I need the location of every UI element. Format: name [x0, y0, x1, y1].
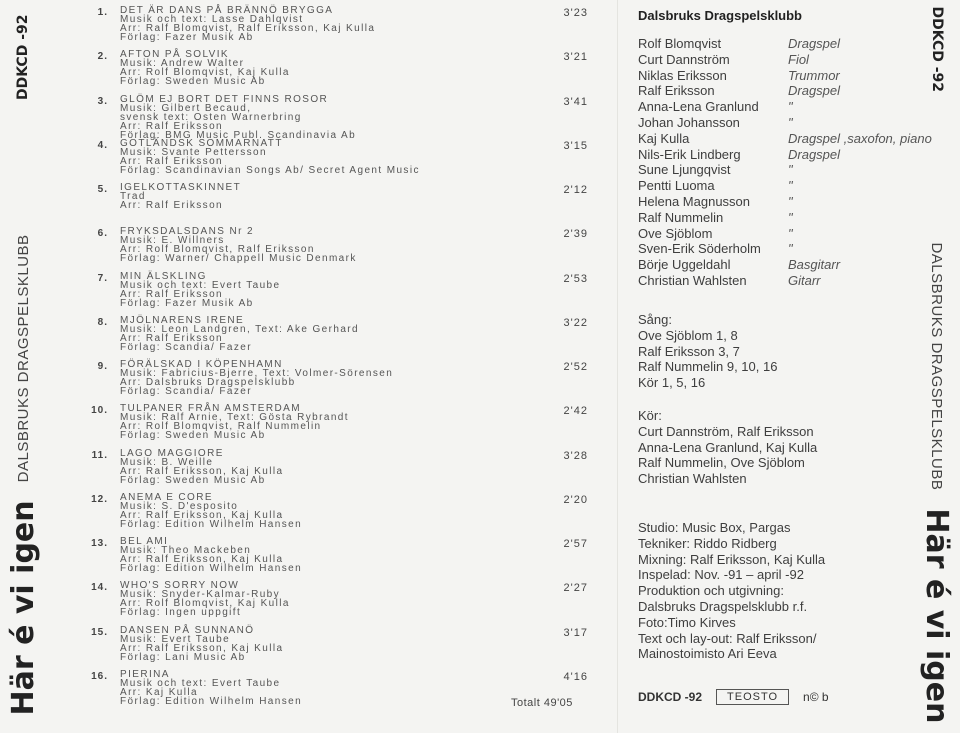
track-number: 14.: [91, 582, 108, 594]
track-row: [86, 626, 596, 670]
member-instrument: ": [788, 225, 793, 241]
track-title: MIN ÄLSKLING: [120, 270, 207, 282]
track-credit-line: Musik och text: Evert Taube: [120, 677, 281, 689]
track-credit-line: Arr: Ralf Eriksson: [120, 200, 223, 211]
track-duration: 2'53: [563, 272, 588, 285]
member-name: Pentti Luoma: [638, 178, 715, 194]
member-row: [638, 36, 914, 52]
track-credit-line: Arr: Ralf Eriksson: [120, 155, 223, 167]
track-number: 12.: [91, 493, 108, 505]
track-credit-line: Förlag: Sweden Music Ab: [120, 76, 266, 88]
track-credit-line: Musik: Theo Mackeben: [120, 545, 252, 556]
track-duration: 2'57: [563, 538, 588, 550]
track-title: MJÖLNARENS IRENE: [120, 314, 245, 326]
track-credit-line: Förlag: Edition Wilhelm Hansen: [120, 695, 303, 707]
song-line: Sång:: [638, 312, 672, 327]
track-credit-line: Arr: Ralf Eriksson, Kaj Kulla: [120, 642, 284, 654]
track-details: [120, 626, 283, 662]
footer: [638, 689, 829, 705]
spine-catalog-code: DDKCD -92: [15, 14, 31, 100]
track-title: FÖRÄLSKAD I KÖPENHAMN: [120, 359, 283, 370]
member-instrument: Gitarr: [788, 272, 821, 288]
song-line: Kör 1, 5, 16: [638, 375, 706, 391]
track-number: 4.: [97, 139, 108, 151]
track-details: [120, 493, 302, 529]
member-instrument: Fiol: [788, 51, 809, 67]
track-number: 8.: [97, 316, 108, 328]
track-row: [86, 183, 596, 227]
track-row: [86, 227, 596, 271]
track-credit-line: svensk text: Osten Warnerbring: [120, 111, 302, 123]
track-number: 10.: [91, 405, 108, 417]
track-details: [120, 537, 302, 573]
track-credit-line: Arr: Ralf Eriksson, Kaj Kulla: [120, 554, 284, 565]
track-credit-line: Trad: [120, 191, 146, 202]
track-credit-line: Musik: Snyder-Kalmar-Ruby: [120, 589, 281, 601]
track-credit-line: Musik: S. D'esposito: [120, 500, 239, 512]
track-duration: 3'21: [563, 51, 588, 64]
track-details: [120, 95, 356, 140]
track-title: LAGO MAGGIORE: [120, 447, 224, 459]
track-number: 3.: [97, 95, 108, 107]
member-row: [638, 99, 914, 115]
track-duration: 2'39: [563, 228, 588, 241]
spine-club-name: DALSBRUKS DRAGSPELSKLUBB: [14, 233, 32, 482]
track-row: [86, 537, 596, 581]
track-credit-line: Arr: Kaj Kulla: [120, 686, 198, 698]
member-name: Helena Magnusson: [638, 193, 751, 209]
track-credit-line: Arr: Ralf Eriksson, Kaj Kulla: [120, 509, 284, 521]
credit-line: Mixning: Ralf Eriksson, Kaj Kulla: [638, 551, 826, 567]
member-row: [638, 147, 914, 163]
track-credit-line: Musik: Ralf Arnie, Text: Gösta Rybrandt: [120, 412, 349, 424]
track-duration: 3'15: [563, 139, 588, 152]
member-name: Sune Ljungqvist: [638, 162, 731, 178]
rights-marks: n© b: [803, 690, 829, 704]
track-number: 13.: [91, 538, 108, 549]
member-name: Kaj Kulla: [638, 130, 690, 146]
member-row: [638, 115, 914, 131]
credit-line: Studio: Music Box, Pargas: [638, 520, 791, 535]
member-row: [638, 162, 914, 178]
track-credit-line: Arr: Ralf Eriksson, Kaj Kulla: [120, 465, 284, 477]
member-name: Sven-Erik Söderholm: [638, 241, 761, 257]
track-number: 1.: [97, 7, 108, 18]
credit-line: Mainostoimisto Ari Eeva: [638, 646, 777, 662]
track-credit-line: Förlag: Fazer Musik Ab: [120, 297, 254, 309]
track-credit-line: Arr: Rolf Blomqvist, Kaj Kulla: [120, 67, 290, 79]
track-credit-line: Förlag: Sweden Music Ab: [120, 474, 266, 486]
spine-title: Här é vi igen: [5, 499, 41, 715]
track-credit-line: Förlag: Scandia/ Fazer: [120, 341, 252, 353]
member-row: [638, 68, 914, 84]
track-credit-line: Musik: Fabricius-Bjerre, Text: Volmer-Sörensen: [120, 368, 394, 379]
track-title: FRYKSDALSDANS Nr 2: [120, 226, 254, 238]
member-row: [638, 226, 914, 242]
track-details: [120, 360, 393, 396]
member-instrument: ": [788, 193, 793, 209]
member-instrument: ": [788, 241, 793, 257]
catalog-code: DDKCD -92: [638, 690, 703, 704]
track-credit-line: Förlag: Warner/ Chappell Music Denmark: [120, 253, 357, 265]
left-spine: [0, 0, 46, 733]
track-credit-line: Arr: Rolf Blomqvist, Ralf Eriksson: [120, 244, 315, 256]
member-instrument: ": [788, 162, 793, 178]
member-name: Ralf Eriksson: [638, 83, 715, 99]
track-number: 2.: [97, 51, 108, 63]
total-duration: Totalt 49'05: [511, 697, 573, 709]
track-credit-line: Musik: Leon Landgren, Text: Ake Gerhard: [120, 323, 359, 335]
track-details: [120, 581, 290, 617]
member-instrument: ": [788, 114, 793, 130]
track-details: [120, 183, 241, 210]
song-line: Ove Sjöblom 1, 8: [638, 327, 738, 343]
member-instrument: ": [788, 209, 793, 225]
track-credit-line: Musik och text: Evert Taube: [120, 279, 281, 291]
song-line: Ralf Nummelin 9, 10, 16: [638, 359, 778, 375]
member-name: Nils-Erik Lindberg: [638, 146, 741, 162]
member-name: Johan Johansson: [638, 114, 740, 130]
choir-line: Curt Dannström, Ralf Eriksson: [638, 423, 814, 439]
track-title: DANSEN PÅ SUNNANÖ: [120, 624, 255, 636]
member-name: Christian Wahlsten: [638, 272, 747, 288]
track-title: AFTON PÅ SOLVIK: [120, 49, 229, 61]
track-row: [86, 316, 596, 360]
track-details: [120, 50, 290, 86]
track-credit-line: Förlag: Lani Music Ab: [120, 651, 246, 663]
track-details: [120, 139, 420, 175]
member-instrument: Basgitarr: [788, 257, 841, 273]
track-row: [86, 581, 596, 625]
member-name: Ralf Nummelin: [638, 209, 724, 225]
track-row: [86, 404, 596, 448]
credit-line: Inspelad: Nov. -91 – april -92: [638, 567, 804, 583]
track-row: [86, 139, 596, 183]
credit-line: Foto:Timo Kirves: [638, 614, 736, 630]
track-row: [86, 50, 596, 94]
member-name: Börje Uggeldahl: [638, 257, 731, 273]
track-credit-line: Arr: Ralf Blomqvist, Ralf Eriksson, Kaj Kulla: [120, 23, 376, 34]
track-details: [120, 316, 359, 352]
track-duration: 2'20: [563, 493, 588, 506]
choir-line: Ralf Nummelin, Ove Sjöblom: [638, 455, 805, 471]
track-title: PIERINA: [120, 668, 170, 680]
track-credit-line: Musik: E. Willners: [120, 235, 225, 247]
choir-section: [638, 408, 817, 487]
member-instrument: ": [788, 99, 793, 115]
track-number: 11.: [91, 449, 108, 461]
track-credit-line: Förlag: Scandinavian Songs Ab/ Secret Agent Music: [120, 164, 420, 176]
spine-title: Här é vi igen: [919, 507, 955, 723]
track-credit-line: Arr: Ralf Eriksson: [120, 120, 223, 132]
track-credit-line: Förlag: Ingen uppgift: [120, 607, 242, 619]
choir-line: Christian Wahlsten: [638, 471, 747, 487]
track-duration: 2'42: [563, 405, 588, 418]
member-instrument: Dragspel: [788, 146, 841, 162]
right-spine: [914, 0, 960, 733]
track-credit-line: Förlag: Scandia/ Fazer: [120, 386, 252, 397]
track-duration: 2'27: [563, 582, 588, 595]
song-line: Ralf Eriksson 3, 7: [638, 343, 740, 359]
track-credit-line: Förlag: BMG Music Publ. Scandinavia Ab: [120, 129, 357, 141]
track-credit-line: Arr: Ralf Eriksson: [120, 332, 223, 344]
member-name: Curt Dannström: [638, 51, 730, 67]
track-credit-line: Förlag: Edition Wilhelm Hansen: [120, 563, 303, 574]
track-credit-line: Musik och text: Lasse Dahlqvist: [120, 14, 304, 25]
track-duration: 3'28: [563, 449, 588, 462]
track-credit-line: Förlag: Sweden Music Ab: [120, 430, 266, 442]
spine-catalog-code: DDKCD -92: [929, 6, 945, 92]
track-details: [120, 404, 349, 440]
credit-line: Dalsbruks Dragspelsklubb r.f.: [638, 598, 808, 614]
track-title: IGELKOTTASKINNET: [120, 182, 242, 193]
member-row: [638, 210, 914, 226]
panel-divider: [617, 0, 618, 733]
track-row: [86, 95, 596, 139]
track-number: 6.: [97, 228, 108, 240]
track-credit-line: Förlag: Fazer Musik Ab: [120, 32, 254, 43]
track-title: GLÖM EJ BORT DET FINNS ROSOR: [120, 93, 329, 105]
member-instrument: Trummor: [788, 67, 840, 83]
member-row: [638, 273, 914, 289]
member-list: [638, 36, 932, 289]
member-instrument: Dragspel ,saxofon, piano: [788, 130, 932, 146]
track-credit-line: Förlag: Edition Wilhelm Hansen: [120, 518, 303, 530]
track-details: [120, 272, 280, 308]
track-title: GOTLÄNDSK SOMMARNATT: [120, 137, 283, 149]
member-name: Niklas Eriksson: [638, 67, 727, 83]
member-row: [638, 178, 914, 194]
track-number: 16.: [91, 670, 108, 682]
member-name: Anna-Lena Granlund: [638, 99, 759, 115]
track-row: [86, 493, 596, 537]
track-duration: 2'52: [563, 361, 588, 373]
track-details: [120, 6, 375, 42]
track-number: 15.: [91, 626, 108, 638]
track-credit-line: Arr: Dalsbruks Dragspelsklubb: [120, 377, 296, 388]
member-name: Rolf Blomqvist: [638, 36, 722, 51]
track-title: TULPANER FRÅN AMSTERDAM: [120, 403, 301, 415]
song-section: [638, 312, 777, 391]
track-details: [120, 227, 357, 263]
track-credit-line: Musik: Svante Pettersson: [120, 146, 267, 158]
track-row: [86, 360, 596, 404]
track-credit-line: Musik: Gilbert Becaud,: [120, 102, 252, 114]
track-credit-line: Musik: B. Weille: [120, 456, 214, 468]
track-details: [120, 449, 283, 485]
credit-line: Tekniker: Riddo Ridberg: [638, 535, 777, 551]
track-row: [86, 272, 596, 316]
track-credit-line: Arr: Ralf Eriksson: [120, 288, 223, 300]
track-duration: 4'16: [563, 670, 588, 683]
member-instrument: Dragspel: [788, 83, 841, 99]
credit-line: Produktion och utgivning:: [638, 583, 784, 599]
track-credit-line: Musik: Andrew Walter: [120, 58, 245, 70]
teosto-logo: TEOSTO: [716, 689, 789, 705]
production-credits: [638, 520, 825, 662]
member-row: [638, 52, 914, 68]
member-row: [638, 83, 914, 99]
spine-club-name: DALSBRUKS DRAGSPELSKLUBB: [928, 241, 946, 490]
track-duration: 2'12: [563, 184, 588, 196]
track-duration: 3'41: [563, 95, 588, 108]
track-details: [120, 670, 302, 706]
track-duration: 3'17: [563, 626, 588, 639]
club-heading: Dalsbruks Dragspelsklubb: [638, 8, 802, 23]
member-instrument: ": [788, 178, 793, 194]
track-duration: 3'23: [563, 7, 588, 19]
credit-line: Text och lay-out: Ralf Eriksson/: [638, 630, 817, 646]
credits-panel: [638, 8, 932, 289]
choir-line: Anna-Lena Granlund, Kaj Kulla: [638, 439, 818, 455]
track-credit-line: Musik: Evert Taube: [120, 633, 231, 645]
track-number: 5.: [97, 184, 108, 195]
member-name: Ove Sjöblom: [638, 225, 713, 241]
track-title: ANEMA E CORE: [120, 491, 213, 503]
track-row: [86, 449, 596, 493]
track-title: DET ÄR DANS PÅ BRÄNNÖ BRYGGA: [120, 5, 334, 16]
member-row: [638, 257, 914, 273]
choir-line: Kör:: [638, 408, 662, 423]
track-list: [86, 6, 596, 714]
track-duration: 3'22: [563, 316, 588, 329]
track-number: 7.: [97, 272, 108, 284]
member-instrument: Dragspel: [788, 36, 841, 51]
track-number: 9.: [97, 361, 108, 372]
track-credit-line: Arr: Rolf Blomqvist, Ralf Nummelin: [120, 421, 322, 433]
member-row: [638, 194, 914, 210]
track-credit-line: Arr: Rolf Blomqvist, Kaj Kulla: [120, 598, 290, 610]
member-row: [638, 241, 914, 257]
track-row: [86, 6, 596, 50]
member-row: [638, 130, 932, 147]
track-title: WHO'S SORRY NOW: [120, 580, 240, 592]
track-title: BEL AMI: [120, 536, 169, 547]
